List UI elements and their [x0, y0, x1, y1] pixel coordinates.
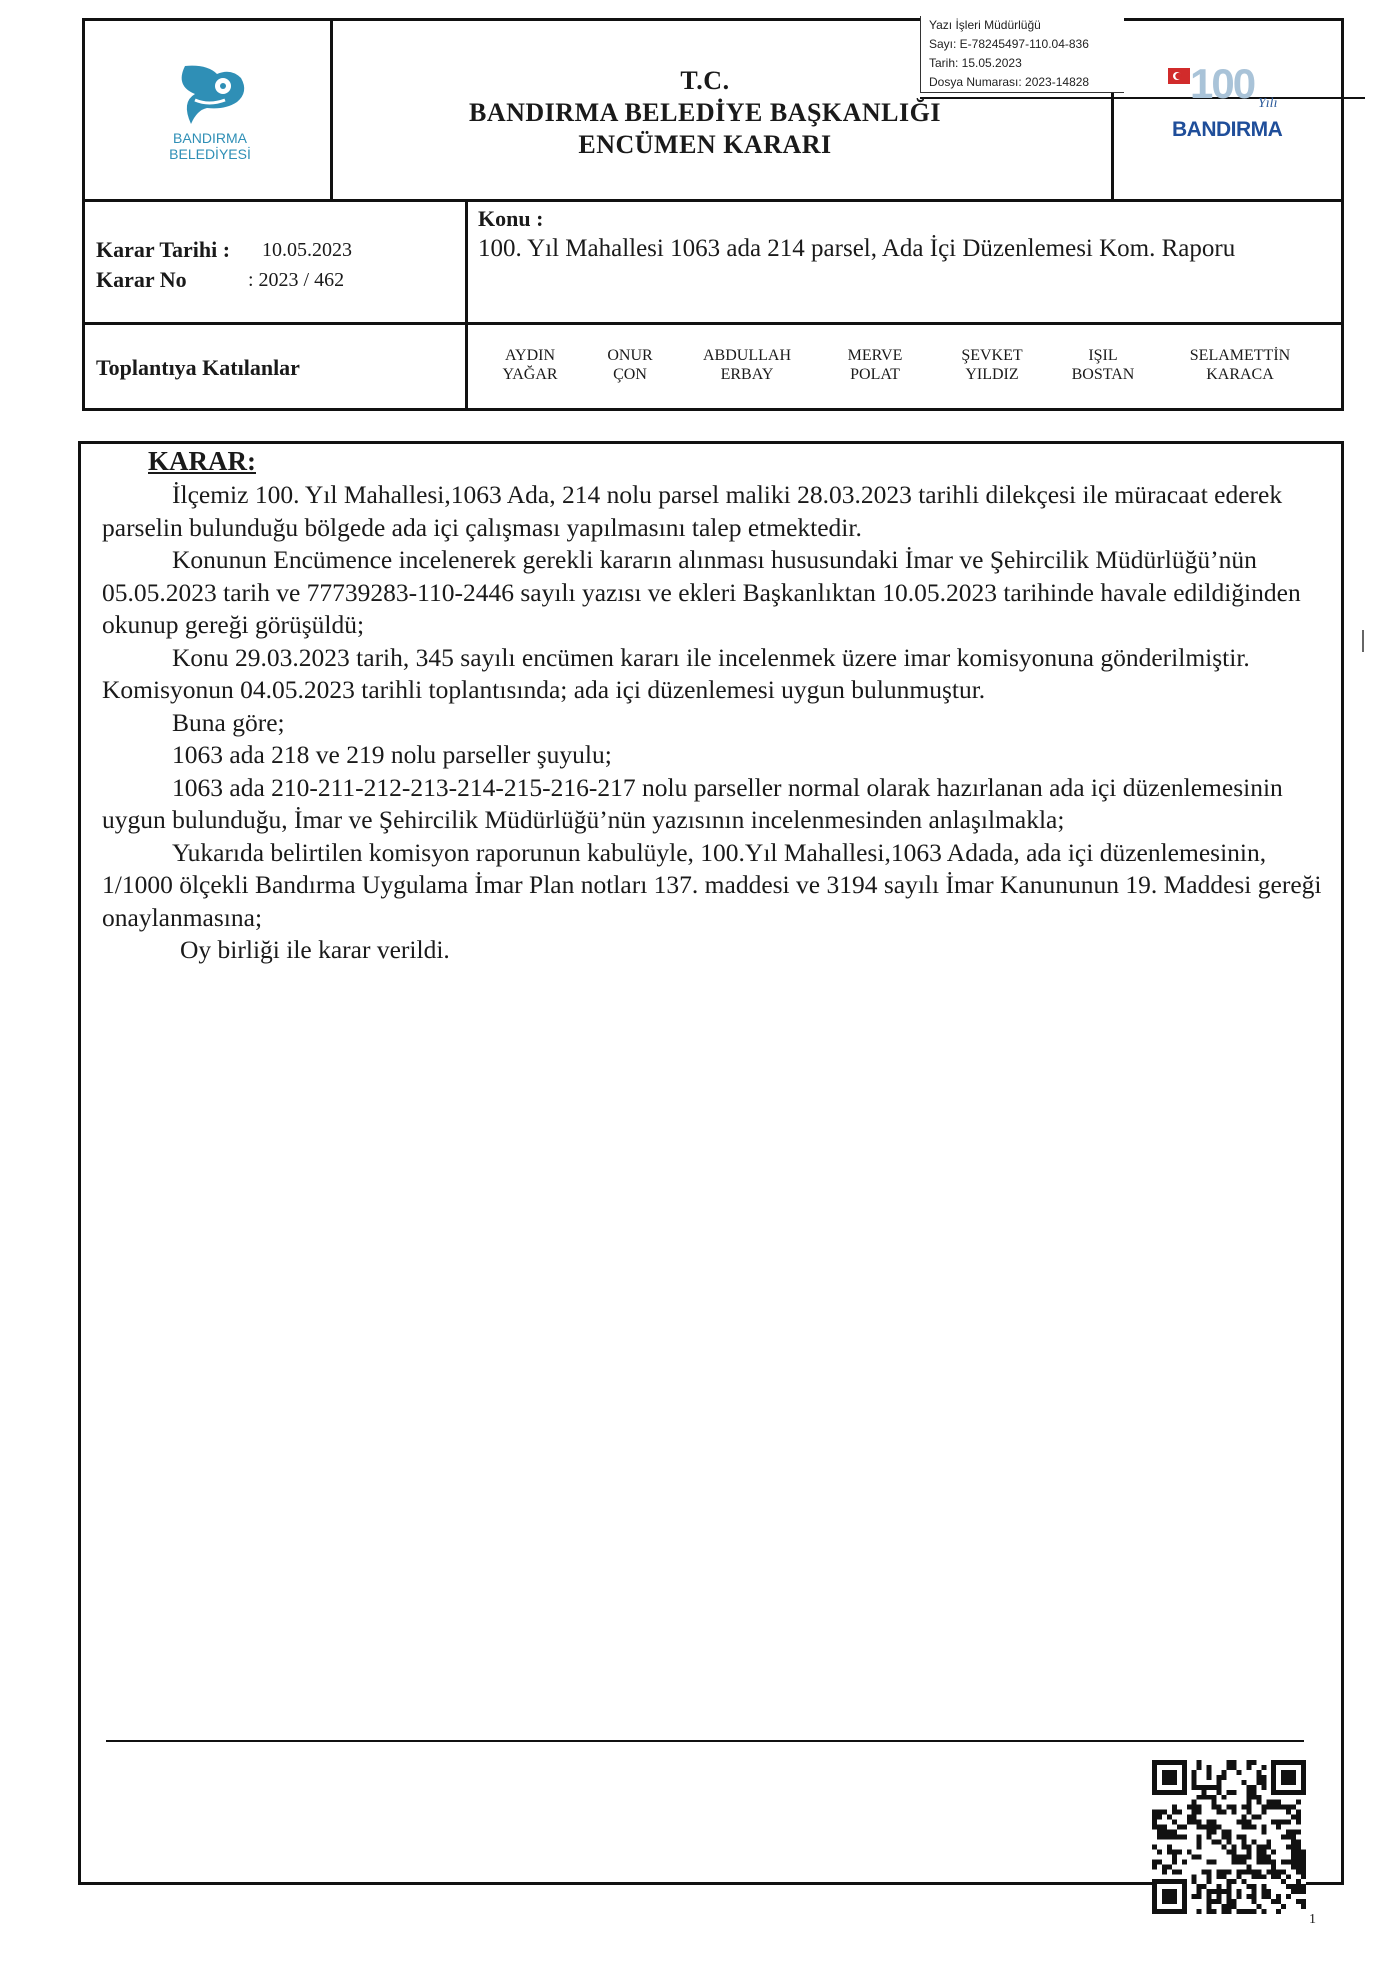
- member-first-name: IŞIL: [1088, 347, 1118, 364]
- member-last-name: ERBAY: [720, 366, 774, 383]
- title-tc: T.C.: [680, 66, 730, 95]
- stamp-date: Tarih: 15.05.2023: [929, 56, 1022, 70]
- paragraph-parcels-218-219: 1063 ada 218 ve 219 nolu parseller şuyulu;: [172, 740, 612, 769]
- konu-label: Konu :: [478, 206, 544, 231]
- logo-right-script: Yılı: [1258, 96, 1278, 111]
- meta-divider: [465, 199, 468, 411]
- title-municipality: BANDIRMA BELEDİYE BAŞKANLIĞI: [469, 98, 941, 127]
- scan-mark: [1362, 630, 1364, 652]
- member-merve-polat: [820, 346, 930, 384]
- member-last-name: YAĞAR: [502, 366, 558, 383]
- flag-icon: [1168, 68, 1190, 84]
- stamp-number: Sayı: E-78245497-110.04-836: [929, 37, 1089, 51]
- paragraph-petition: İlçemiz 100. Yıl Mahallesi,1063 Ada, 214 nolu parsel maliki 28.03.2023 tarihli dilekçesi ile müracaat ederek parselin bulunduğu bölgede ada içi çalışması yapılmasını talep etmektedir.: [102, 480, 1283, 542]
- member-isil-bostan: [1048, 346, 1158, 384]
- logo-left-line1: BANDIRMA: [173, 130, 247, 146]
- karar-tarihi-label: Karar Tarihi :: [96, 237, 231, 262]
- bandirma-100-logo: [1160, 60, 1300, 150]
- member-last-name: KARACA: [1206, 366, 1274, 383]
- konu-divider: [82, 322, 1344, 325]
- paragraph-parcels-210-217: 1063 ada 210-211-212-213-214-215-216-217 nolu parseller normal olarak hazırlanan ada içi düzenlemesinin uygun bulunduğu, İmar ve Şehircilik Müdürlüğü’nün yazısının incelenmesinden anlaşılmakla;: [102, 772, 1283, 834]
- karar-tarihi-value: 10.05.2023: [262, 239, 352, 261]
- stamp-department: Yazı İşleri Müdürlüğü: [929, 18, 1041, 32]
- bandirma-belediyesi-logo: [150, 60, 270, 175]
- konu-text: 100. Yıl Mahallesi 1063 ada 214 parsel, Ada İçi Düzenlemesi Kom. Raporu: [478, 235, 1236, 262]
- paragraph-approval: Yukarıda belirtilen komisyon raporunun kabulüyle, 100.Yıl Mahallesi,1063 Adada, ada içi düzenlemesinin, 1/1000 ölçekli Bandırma Uygulama İmar Plan notları 137. maddesi ve 3194 sayılı İmar Kanununun 19. Maddesi gereği onaylanmasına;: [102, 837, 1322, 932]
- member-last-name: YILDIZ: [965, 366, 1019, 383]
- title-council-decision: ENCÜMEN KARARI: [578, 130, 832, 159]
- member-last-name: ÇON: [613, 366, 647, 383]
- member-first-name: AYDIN: [504, 347, 556, 364]
- fish-emblem-icon: [165, 60, 255, 130]
- header-divider: [82, 199, 1344, 202]
- footer-rule: [106, 1740, 1304, 1742]
- decision-text: [102, 479, 1328, 967]
- member-first-name: ŞEVKET: [961, 347, 1023, 364]
- paragraph-accordingly: Buna göre;: [172, 707, 285, 737]
- page-number: 1: [1309, 1912, 1316, 1927]
- member-selamettin-karaca: [1175, 346, 1305, 384]
- member-onur-con: [575, 346, 685, 384]
- member-last-name: BOSTAN: [1071, 366, 1135, 383]
- stamp-file-number: Dosya Numarası: 2023-14828: [929, 75, 1090, 89]
- member-last-name: POLAT: [850, 366, 900, 383]
- member-abdullah-erbay: [692, 346, 802, 384]
- logo-divider: [330, 18, 333, 200]
- karar-no-value: : 2023 / 462: [248, 269, 345, 291]
- qr-code-icon: [1152, 1760, 1306, 1914]
- logo-right-number: 100: [1190, 60, 1255, 107]
- member-first-name: ABDULLAH: [703, 347, 791, 364]
- karar-heading: KARAR:: [148, 446, 256, 476]
- member-first-name: ONUR: [607, 347, 653, 364]
- member-sevket-yildiz: [937, 346, 1047, 384]
- registry-stamp: [920, 16, 1124, 93]
- paragraph-review: Konunun Encümence incelenerek gerekli kararın alınması hususundaki İmar ve Şehircilik Müdürlüğü’nün 05.05.2023 tarih ve 77739283-110-2446 sayılı yazısı ve ekleri Başkanlıktan 10.05.2023 tarihinde havale edildiğinden okunup gereği görüşüldü;: [102, 545, 1301, 639]
- member-first-name: SELAMETTİN: [1189, 347, 1291, 364]
- logo-left-line2: BELEDİYESİ: [169, 146, 251, 162]
- paragraph-commission: Konu 29.03.2023 tarih, 345 sayılı encümen kararı ile incelenmek üzere imar komisyonuna gönderilmiştir. Komisyonun 04.05.2023 tarihli toplantısında; ada içi düzenlemesi uygun bulunmuştur.: [102, 642, 1250, 704]
- karar-no-label: Karar No: [96, 267, 187, 292]
- member-first-name: MERVE: [847, 347, 903, 364]
- logo-right-text: BANDIRMA: [1172, 118, 1283, 141]
- member-aydin-yagar: [475, 346, 585, 384]
- paragraph-unanimous: Oy birliği ile karar verildi.: [180, 935, 450, 964]
- katilanlar-label: Toplantıya Katılanlar: [96, 355, 300, 380]
